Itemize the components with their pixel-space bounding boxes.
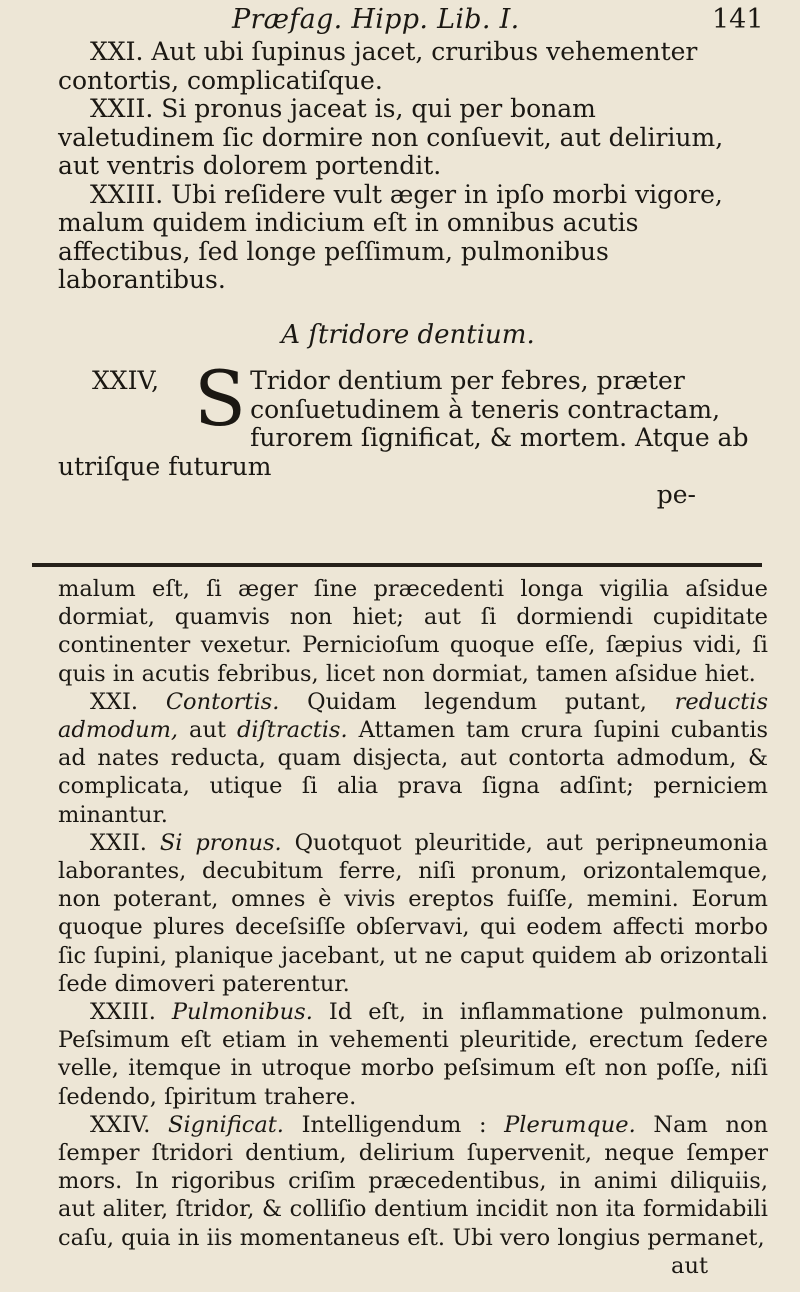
commentary-xxi-variant-2: diſtractis. (236, 717, 348, 744)
running-head-title: Præfag. Hipp. Lib. I. (232, 4, 520, 35)
commentary-xxi-text-b: aut (189, 717, 226, 744)
aphorism-xxiv-number: XXIV, (92, 366, 160, 395)
running-head (0, 4, 800, 38)
commentary-xxi-lemma: Contortis. (165, 688, 280, 715)
commentary-xxiii-number: XXIII. (90, 999, 156, 1026)
catchword-upper: pe- (656, 480, 696, 509)
aphorism-xxiii: XXIII. Ubi reſidere vult æger in ipſo morbi vigore, malum quidem indicium eſt in omnibus acutis affectibus, ſed longe peſſimum, pulmonibus laborantibus. (58, 179, 723, 294)
commentary-xxiii-lemma: Pulmonibus. (171, 999, 313, 1026)
commentary-xxiv-lemma-2: Plerumque. (504, 1111, 636, 1138)
aphorism-xxii: XXII. Si pronus jaceat is, qui per bonam valetudinem ſic dormire non conſuevit, aut delirium, aut ventris dolorem portendit. (58, 94, 724, 180)
commentary-xxii (58, 829, 768, 998)
commentary-xxii-text: Quotquot pleuritide, aut peripneumonia laborantes, decubitum ferre, niſi pronum, orizontalemque, non poterant, omnes è vivis ereptos fuiſſe, memini. Eorum quoque plures deceſsiſſe obſervavi, qui eodem affecti morbo ſic ſupini, planique jacebant, ut ne caput quidem ab orizontali ſede dimoveri paterentur. (58, 829, 768, 997)
aphorism-xxiv-text: Tridor dentium per febres, præter conſuetudinem à teneris contractam, furorem ſignificat, & mortem. Atque ab utriſque futurum (58, 366, 749, 481)
divider-rule (32, 563, 762, 567)
commentary-xxi-text-c: Attamen tam crura ſupini cubantis ad nates reducta, quam disjecta, aut contorta admodum, & complicata, utique ſi alia prava ſigna adſint; perniciem minantur. (58, 717, 768, 828)
drop-cap: S (194, 354, 247, 443)
page-number: 141 (712, 4, 764, 35)
commentary-xxii-number: XXII. (90, 829, 147, 856)
commentary-xxii-lemma: Si pronus. (159, 829, 282, 856)
catchword-lower: aut (671, 1252, 708, 1279)
commentary-xxiii (58, 998, 768, 1111)
commentary-xxiv-lemma: Significat. (168, 1111, 284, 1138)
commentary-xxiv-text-b: Nam non ſemper ſtridori dentium, delirium ſupervenit, neque ſemper mors. In rigoribus criſim præcedentibus, in animi diliquiis, aut aliter, ſtridor, & colliſio dentium incidit non ita formidabili caſu, quia in iis momentaneus eſt. Ubi vero longius permanet, (58, 1111, 768, 1251)
aphorism-text (58, 38, 758, 510)
aphorism-xxi: XXI. Aut ubi ſupinus jacet, cruribus vehementer contortis, complicatiſque. (58, 37, 698, 95)
commentary-xxi-variant-1: reductis admodum, (58, 688, 768, 744)
commentary-xxiv (58, 1111, 768, 1252)
commentary-xxi-number: XXI. (90, 688, 139, 715)
commentary-text (58, 575, 768, 1280)
commentary-xxi (58, 688, 768, 829)
aphorism-xxiv (58, 354, 758, 481)
commentary-continuation: malum eſt, ſi æger ſine præcedenti longa vigilia aſsidue dormiat, quamvis non hiet; aut ſi dormiendi cupiditate continenter vexetur. Pernicioſum quoque eſſe, ſæpius vidi, ſi quis in acutis febribus, licet non dormiat, tamen aſsidue hiet. (58, 576, 768, 687)
commentary-xxi-text-a: Quidam legendum putant, (307, 688, 647, 715)
commentary-xxiv-text-a: Intelligendum : (301, 1111, 487, 1138)
commentary-xxiii-text: Id eſt, in inflammatione pulmonum. Peſsimum eſt etiam in vehementi pleuritide, erectum ſedere velle, itemque in utroque morbo peſsimum eſt non poſſe, niſi ſedendo, ſpiritum trahere. (58, 999, 768, 1110)
commentary-xxiv-number: XXIV. (90, 1111, 151, 1138)
section-heading: A ſtridore dentium. (281, 319, 535, 350)
